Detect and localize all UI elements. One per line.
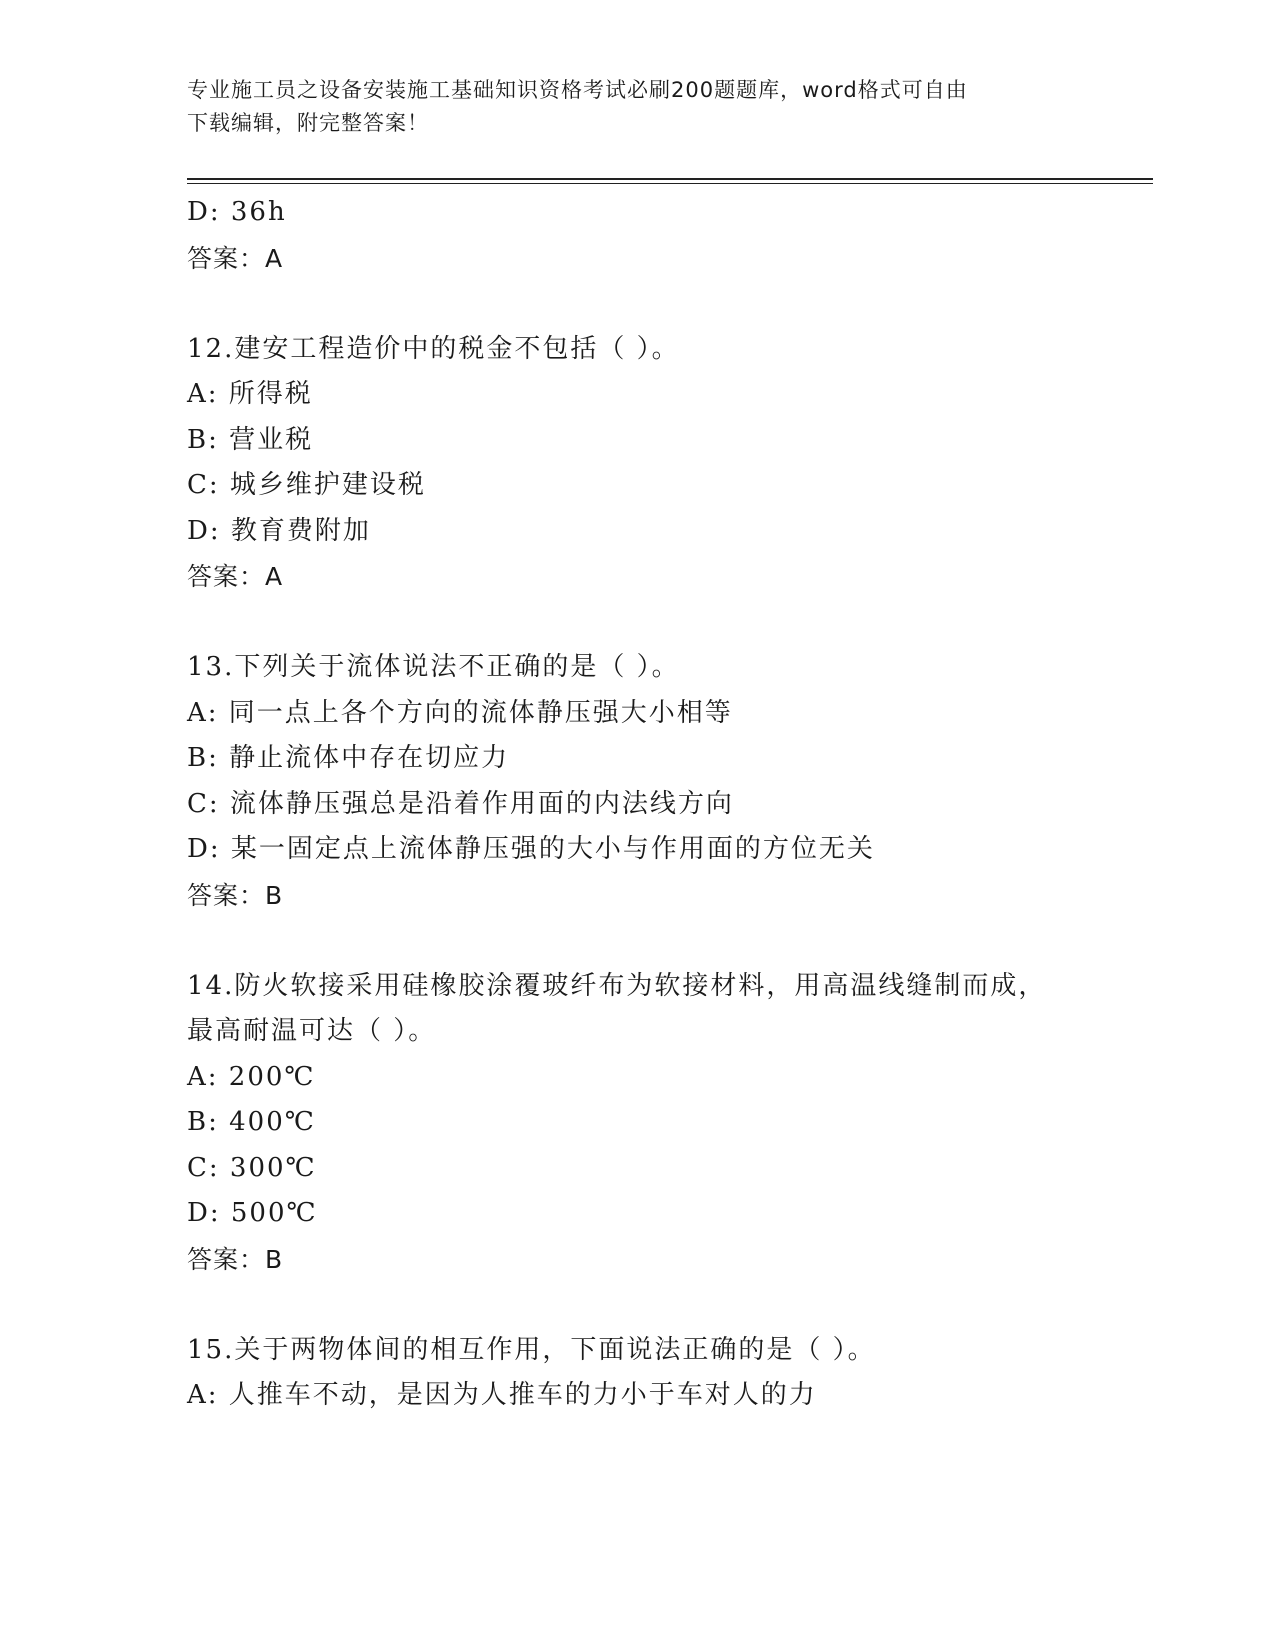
option-a: A: 所得税 xyxy=(187,379,313,409)
question-stem: 15.关于两物体间的相互作用，下面说法正确的是（ ）。 xyxy=(187,1334,876,1365)
spacer xyxy=(187,918,1147,964)
option-d: D: 36h xyxy=(187,197,287,227)
option-d: D: 某一固定点上流体静压强的大小与作用面的方位无关 xyxy=(187,834,875,864)
carryover-block xyxy=(187,190,1147,281)
question-stem: 12.建安工程造价中的税金不包括（ ）。 xyxy=(187,333,680,364)
question-14 xyxy=(187,964,1147,1283)
question-13 xyxy=(187,645,1147,918)
option-c: C: 城乡维护建设税 xyxy=(187,470,426,500)
option-b: B: 营业税 xyxy=(187,424,314,455)
option-d: D: 教育费附加 xyxy=(187,515,371,546)
question-stem-continued: 最高耐温可达（ ）。 xyxy=(187,1016,437,1046)
spacer xyxy=(187,1282,1147,1328)
option-c: C: 流体静压强总是沿着作用面的内法线方向 xyxy=(187,788,734,819)
answer-line: 答案：A xyxy=(187,243,284,273)
option-a: A: 人推车不动，是因为人推车的力小于车对人的力 xyxy=(187,1380,817,1410)
answer-line: 答案：A xyxy=(187,562,284,591)
page-header xyxy=(187,74,1077,140)
question-stem: 13.下列关于流体说法不正确的是（ ）。 xyxy=(187,652,680,682)
spacer xyxy=(187,281,1147,327)
option-a: A: 同一点上各个方向的流体静压强大小相等 xyxy=(187,697,733,728)
header-title-line-2: 下载编辑，附完整答案！ xyxy=(187,111,429,135)
question-list xyxy=(187,190,1147,1419)
header-divider-thick xyxy=(187,178,1153,180)
header-title-line-1: 专业施工员之设备安装施工基础知识资格考试必刷200题题库，word格式可自由 xyxy=(187,78,968,102)
answer-line: 答案：B xyxy=(187,1244,284,1274)
answer-line: 答案：B xyxy=(187,880,284,910)
option-b: B: 静止流体中存在切应力 xyxy=(187,743,510,773)
question-15 xyxy=(187,1328,1147,1419)
option-a: A: 200℃ xyxy=(187,1061,316,1092)
question-12 xyxy=(187,327,1147,600)
option-d: D: 500℃ xyxy=(187,1198,318,1228)
spacer xyxy=(187,600,1147,646)
question-stem: 14.防火软接采用硅橡胶涂覆玻纤布为软接材料，用高温线缝制而成， xyxy=(187,970,1047,1001)
option-b: B: 400℃ xyxy=(187,1107,316,1137)
option-c: C: 300℃ xyxy=(187,1152,317,1183)
header-divider-thin xyxy=(187,183,1153,184)
